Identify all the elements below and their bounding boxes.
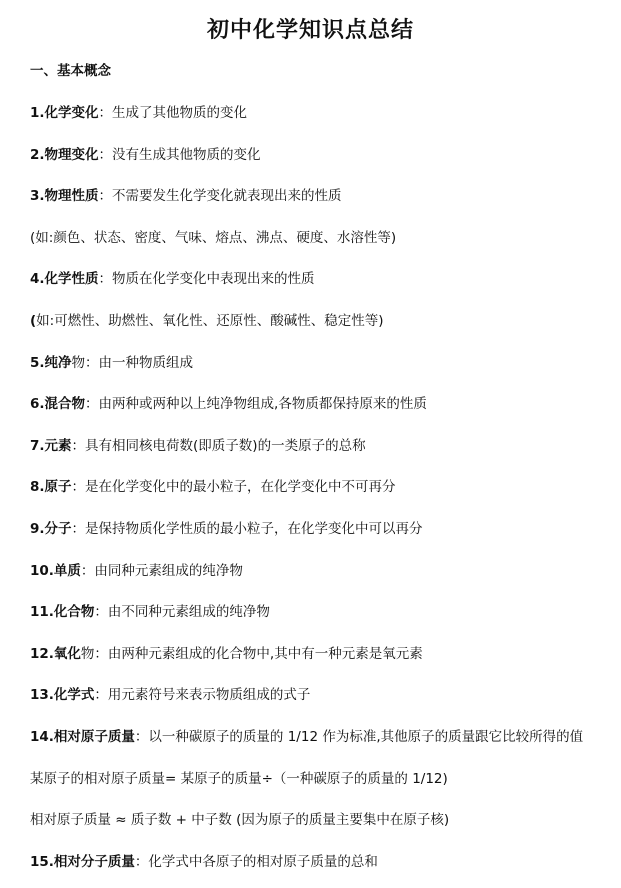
- definition-line: [30, 644, 423, 664]
- definition-text: 用元素符号来表示物质组成的式子: [107, 687, 311, 703]
- definition-separator: ：: [94, 604, 108, 620]
- definition-line: [30, 103, 247, 123]
- definition-term: 2.物理变化: [30, 147, 99, 163]
- definition-term: 3.物理性质: [30, 188, 99, 204]
- definition-term: 15.相对分子质量: [30, 854, 135, 870]
- definition-text: 生成了其他物质的变化: [112, 105, 248, 121]
- definition-text: (如:颜色、状态、密度、气味、熔点、沸点、硬度、水溶性等): [30, 230, 397, 246]
- definition-line: [30, 145, 261, 165]
- definition-line: [30, 269, 315, 289]
- definition-line: [30, 810, 449, 830]
- definition-text: 化学式中各原子的相对原子质量的总和: [148, 854, 378, 870]
- definition-line: [30, 353, 193, 373]
- definition-term: 8.原子: [30, 479, 72, 495]
- definition-line: [30, 685, 310, 705]
- definition-term: 9.分子: [30, 521, 72, 537]
- definition-text: 由两种或两种以上纯净物组成,各物质都保持原来的性质: [98, 396, 427, 412]
- page-title: 初中化学知识点总结: [206, 18, 414, 43]
- definition-separator: ：: [71, 521, 86, 537]
- definition-separator: ：: [98, 188, 113, 204]
- definition-line: [30, 727, 583, 747]
- definition-line: [30, 436, 366, 456]
- definition-separator: ：: [98, 105, 113, 121]
- definition-text: 物质在化学变化中表现出来的性质: [112, 271, 315, 287]
- definition-separator: ：: [71, 438, 86, 454]
- definition-separator: ：: [134, 729, 149, 745]
- definition-text: 具有相同核电荷数(即质子数)的一类原子的总称: [85, 438, 366, 454]
- definition-text: 以一种碳原子的质量的 1/12 作为标准,其他原子的质量跟它比较所得的值: [148, 729, 584, 745]
- definition-text: 某原子的相对原子质量= 某原子的质量÷（一种碳原子的质量的 1/12): [30, 771, 448, 787]
- definition-separator: ：: [94, 687, 108, 703]
- definition-term: (: [30, 313, 37, 329]
- section-heading: 一、基本概念: [30, 63, 111, 79]
- definition-term: 13.化学式: [30, 687, 95, 703]
- definition-line: [30, 561, 243, 581]
- definition-text: 如:可燃性、助燃性、氧化性、还原性、酸碱性、稳定性等): [36, 313, 384, 329]
- definition-line: [30, 228, 396, 248]
- definition-line: [30, 311, 384, 331]
- definition-term: 10.单质: [30, 563, 81, 579]
- definition-term: 12.氧化: [30, 646, 81, 662]
- definition-text: 相对原子质量 ≈ 质子数 + 中子数 (因为原子的质量主要集中在原子核): [30, 812, 450, 828]
- definition-text: 是在化学变化中的最小粒子，在化学变化中不可再分: [85, 479, 396, 495]
- definition-separator: ：: [85, 396, 99, 412]
- definition-line: [30, 769, 448, 789]
- definition-term: 14.相对原子质量: [30, 729, 135, 745]
- definition-term: 6.混合物: [30, 396, 86, 412]
- definition-text: 由不同种元素组成的纯净物: [107, 604, 270, 620]
- definition-separator: ：: [134, 854, 149, 870]
- definition-text: 物：由两种元素组成的化合物中,其中有一种元素是氧元素: [80, 646, 423, 662]
- definition-text: 没有生成其他物质的变化: [112, 147, 261, 163]
- definition-separator: ：: [80, 563, 95, 579]
- definition-term: 11.化合物: [30, 604, 95, 620]
- definition-term: 7.元素: [30, 438, 72, 454]
- definition-line: [30, 477, 396, 497]
- definition-line: [30, 602, 270, 622]
- definition-line: [30, 394, 427, 414]
- definition-separator: ：: [71, 479, 86, 495]
- definition-text: 是保持物质化学性质的最小粒子，在化学变化中可以再分: [85, 521, 423, 537]
- definition-text: 由同种元素组成的纯净物: [94, 563, 243, 579]
- definition-separator: ：: [98, 147, 113, 163]
- definition-term: 1.化学变化: [30, 105, 99, 121]
- definition-line: [30, 519, 423, 539]
- definition-line: [30, 186, 342, 206]
- definition-line: [30, 852, 378, 872]
- definition-separator: ：: [98, 271, 113, 287]
- definition-term: 4.化学性质: [30, 271, 99, 287]
- definition-text: 物：由一种物质组成: [71, 355, 194, 371]
- definition-text: 不需要发生化学变化就表现出来的性质: [112, 188, 342, 204]
- definition-term: 5.纯净: [30, 355, 72, 371]
